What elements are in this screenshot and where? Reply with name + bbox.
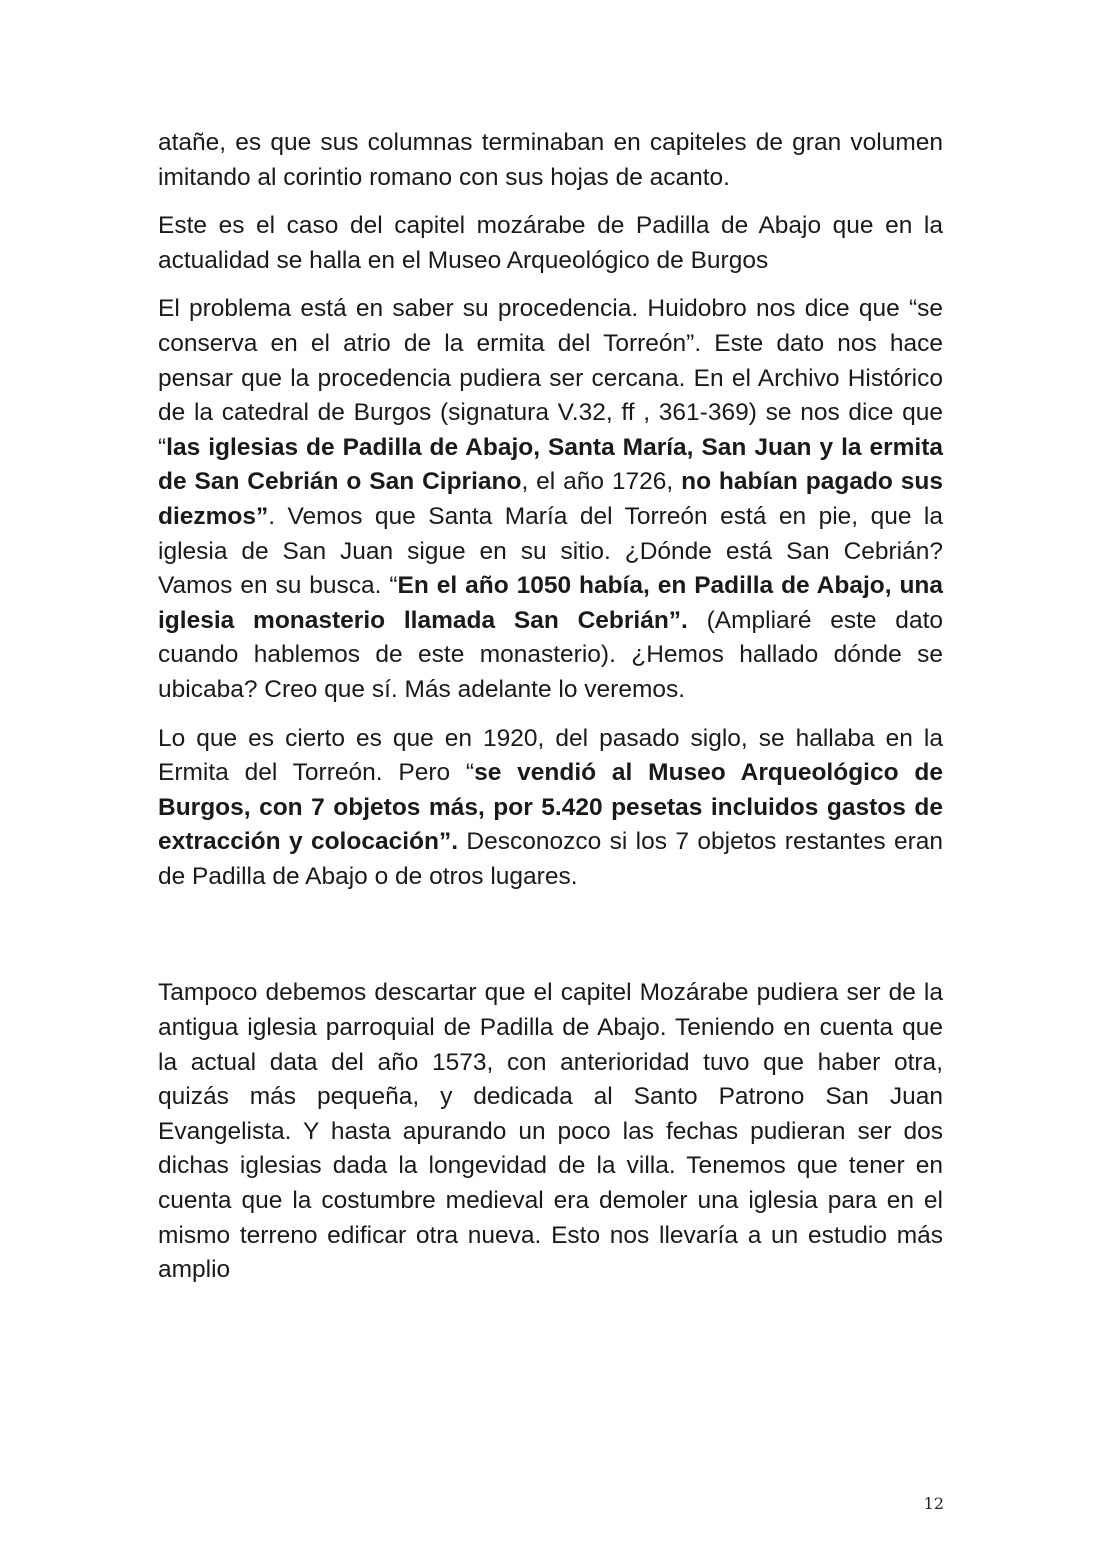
bold-text-run: las iglesias de Padilla de Abajo, Santa María, San Juan y la ermita de San Cebrián o San Cipriano [158, 433, 943, 496]
paragraph-1 [158, 126, 943, 195]
text-run: . Vemos que Santa María del Torreón está en pie, que la iglesia de San Juan sigue en su sitio. ¿Dónde está San Cebrián? Vamos en su busca. “ [158, 502, 943, 600]
text-run: atañe, es que sus columnas terminaban en capiteles de gran volumen imitando al corintio romano con sus hojas de acanto. [158, 129, 943, 191]
bold-text-run: En el año 1050 había, en Padilla de Abajo, una iglesia monasterio llamada San Cebrián”. [158, 572, 943, 634]
paragraph-3 [158, 292, 943, 707]
paragraph-2 [158, 209, 943, 278]
text-run: (Ampliaré este dato cuando hablemos de este monasterio). ¿Hemos hallado dónde se ubicaba? Creo que sí. Más adelante lo veremos. [158, 606, 943, 703]
paragraph-5 [158, 976, 943, 1287]
text-run: Desconozco si los 7 objetos restantes eran de Padilla de Abajo o de otros lugares. [158, 828, 943, 890]
text-run: Lo que es cierto es que en 1920, del pasado siglo, se hallaba en la Ermita del Torreón. Pero “ [158, 724, 943, 787]
text-run: , el año 1726, [521, 468, 682, 496]
body-text [158, 126, 943, 1288]
bold-text-run: no habían pagado sus diezmos” [158, 468, 944, 530]
text-run: Este es el caso del capitel mozárabe de Padilla de Abajo que en la actualidad se halla en el Museo Arqueológico de Burgos [158, 212, 943, 274]
page-number: 12 [923, 1494, 944, 1513]
text-run: El problema está en saber su procedencia. Huidobro nos dice que “se conserva en el atrio de la ermita del Torreón”. Este dato nos hace pensar que la procedencia pudiera ser cercana. En el Archivo Histórico de la catedral de Burgos (signatura V.32, ff , 361-369) se nos dice que “ [158, 295, 943, 461]
paragraph-4 [158, 722, 943, 895]
text-run: Tampoco debemos descartar que el capitel Mozárabe pudiera ser de la antigua iglesia parroquial de Padilla de Abajo. Teniendo en cuenta que la actual data del año 1573, con anterioridad tuvo que haber otra, quizás más pequeña, y dedicada al Santo Patrono San Juan Evangelista. Y hasta apurando un poco las fechas pudieran ser dos dichas iglesias dada la longevidad de la villa. Tenemos que tener en cuenta que la costumbre medieval era demoler una iglesia para en el mismo terreno edificar otra nueva. Esto nos llevaría a un estudio más amplio [158, 979, 943, 1284]
bold-text-run: se vendió al Museo Arqueológico de Burgos, con 7 objetos más, por 5.420 pesetas incluidos gastos de extracción y colocación”. [158, 759, 943, 856]
